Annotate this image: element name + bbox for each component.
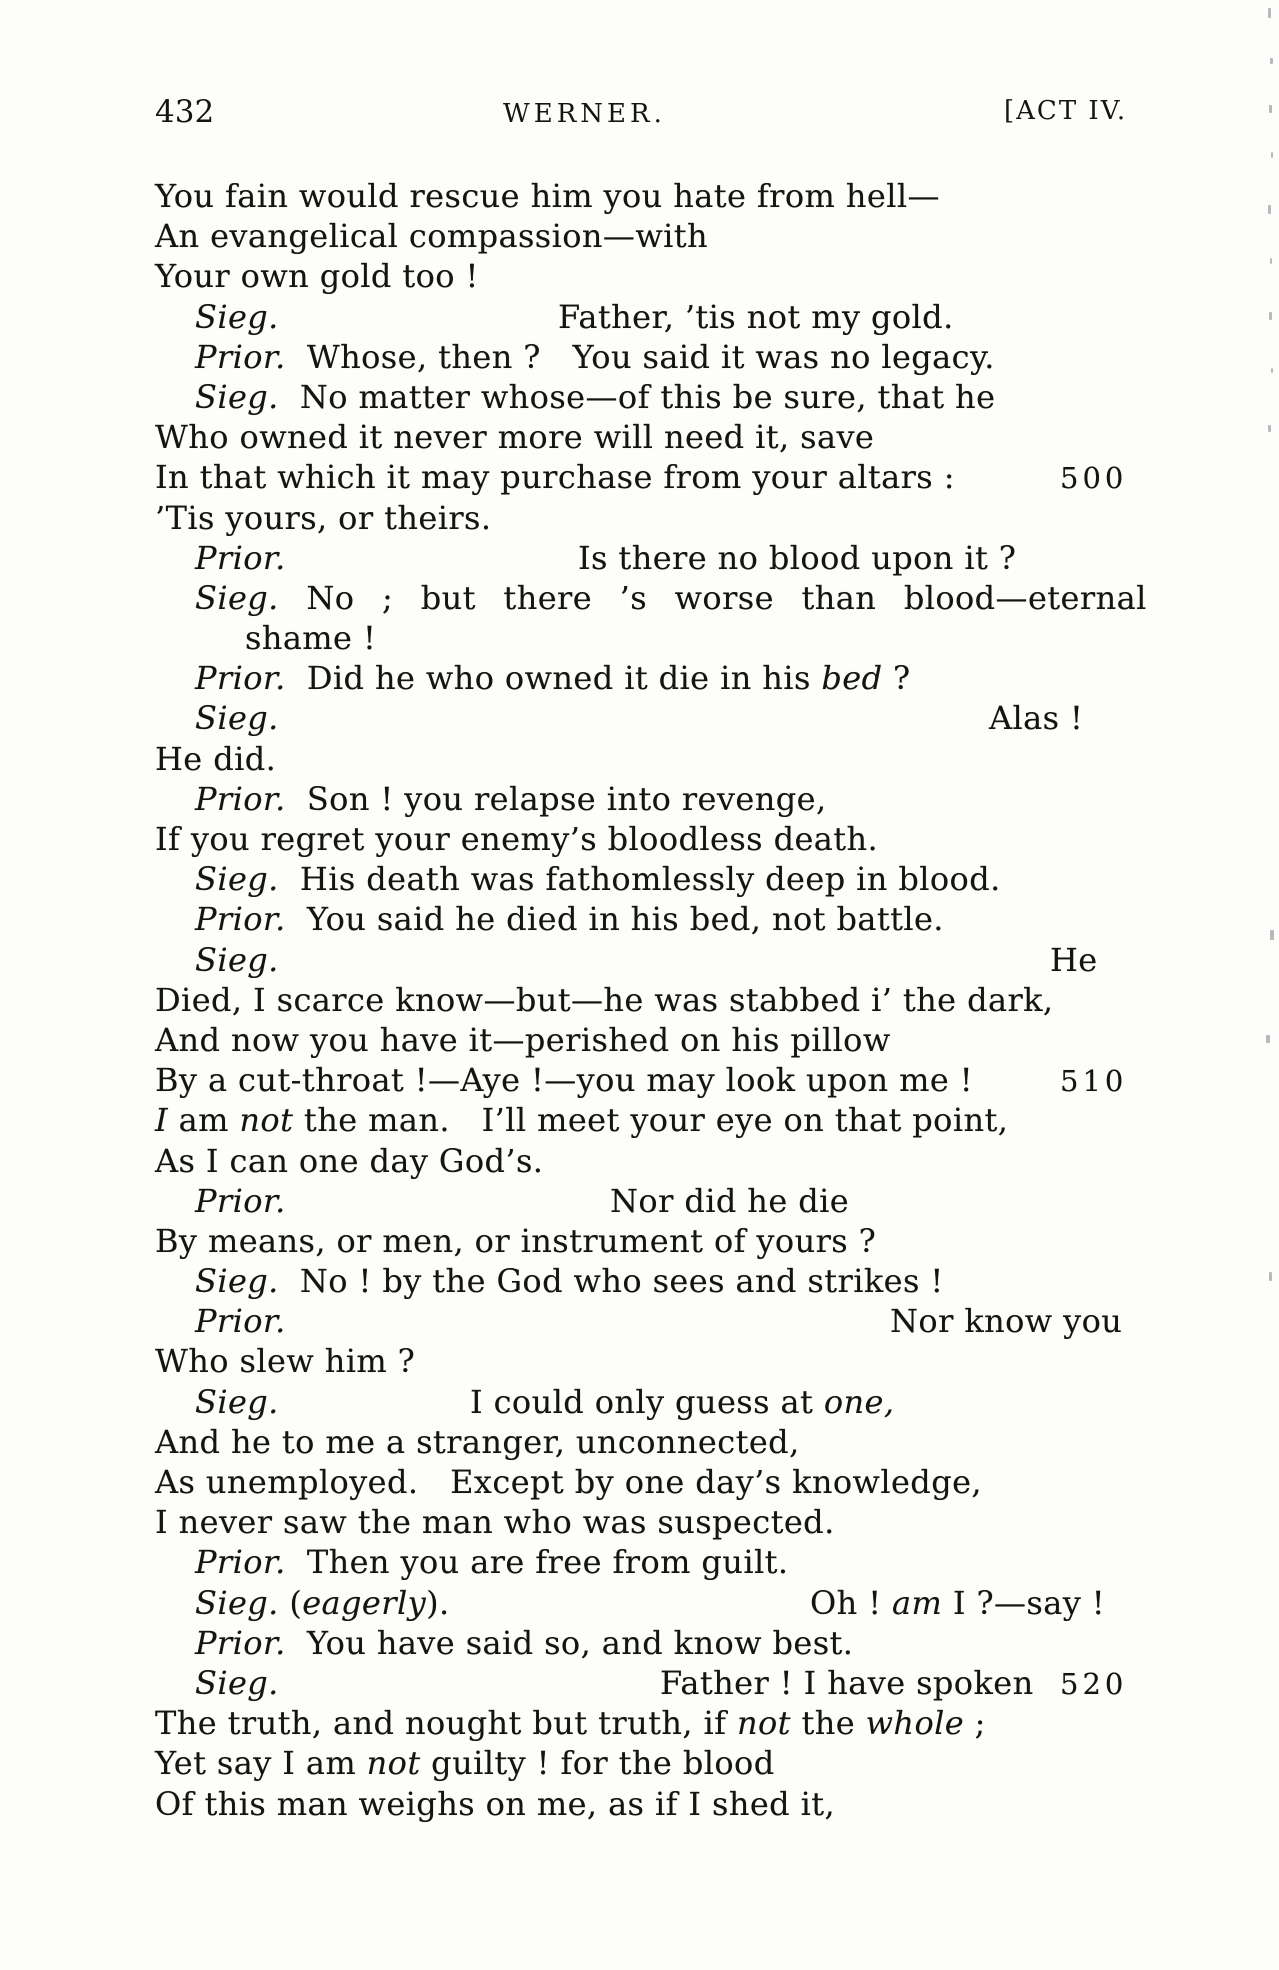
verse-text: Alas ! — [989, 699, 1084, 738]
speaker-name: Sieg. — [195, 377, 279, 416]
verse-text: You have said so, and know best. — [285, 1623, 854, 1662]
verse-text: ; — [964, 1704, 986, 1743]
verse-line — [155, 1502, 1155, 1542]
verse-line — [155, 1663, 1155, 1703]
verse-continuation — [610, 1181, 849, 1221]
speaker-name: Prior. — [195, 337, 286, 376]
speaker-name: Prior. — [195, 779, 286, 818]
verse-continuation — [810, 1583, 1105, 1623]
verse-continuation — [558, 297, 954, 337]
verse-text: Then you are free from guilt. — [285, 1543, 789, 1582]
verse-line — [155, 1462, 1155, 1502]
verse-line — [155, 498, 1155, 538]
text-block — [155, 176, 1155, 1824]
verse-text: Oh ! — [810, 1583, 893, 1622]
speaker-name: Sieg. — [195, 860, 279, 899]
speaker-name: Prior. — [195, 538, 286, 577]
verse-line — [155, 1583, 1155, 1623]
speaker-name: Sieg. — [195, 1583, 279, 1622]
verse-text: And now you have it—perished on his pillow — [155, 1020, 891, 1059]
verse-text: Your own gold too ! — [155, 257, 479, 296]
verse-text: Is there no blood upon it ? — [578, 538, 1017, 577]
speaker-name: Prior. — [195, 900, 286, 939]
verse-text: No ; but there ’s worse than blood—eternal — [278, 578, 1147, 617]
emphasized-text: one, — [823, 1382, 895, 1421]
verse-text: The truth, and nought but truth, if — [155, 1704, 737, 1743]
verse-line — [155, 538, 1155, 578]
verse-line — [155, 176, 1155, 216]
emphasized-text: not — [736, 1704, 791, 1743]
verse-text: I could only guess at — [470, 1382, 824, 1421]
verse-line — [155, 1141, 1155, 1181]
verse-line — [155, 1422, 1155, 1462]
verse-text: shame ! — [245, 619, 377, 658]
verse-line — [155, 980, 1155, 1020]
verse-line — [155, 256, 1155, 296]
running-title: WERNER. — [503, 99, 666, 129]
emphasized-text: I — [155, 1101, 169, 1140]
verse-text: Nor know you — [890, 1302, 1123, 1341]
scan-artifact — [1269, 312, 1272, 320]
verse-line — [155, 1221, 1155, 1261]
speaker-name: Prior. — [195, 659, 286, 698]
verse-line — [155, 1703, 1155, 1743]
scan-artifact — [1268, 8, 1271, 18]
verse-text: In that which it may purchase from your altars : — [155, 458, 955, 497]
verse-text: By a cut-throat !—Aye !—you may look upon me ! — [155, 1061, 974, 1100]
verse-line — [155, 297, 1155, 337]
verse-line-number: 520 — [1060, 1666, 1128, 1701]
verse-continuation — [578, 538, 1016, 578]
verse-text: No ! by the God who sees and strikes ! — [278, 1262, 944, 1301]
verse-line — [155, 859, 1155, 899]
verse-text: I never saw the man who was suspected. — [155, 1503, 835, 1542]
verse-text: guilty ! for the blood — [420, 1744, 775, 1783]
verse-line — [155, 1542, 1155, 1582]
verse-text: And he to me a stranger, unconnected, — [155, 1422, 800, 1461]
verse-line — [155, 899, 1155, 939]
verse-text: ’Tis yours, or theirs. — [155, 498, 492, 537]
verse-text: You fain would rescue him you hate from hell— — [155, 177, 940, 215]
speaker-name: Prior. — [195, 1543, 286, 1582]
verse-text: As unemployed. Except by one day’s knowledge, — [155, 1463, 982, 1501]
verse-line — [155, 1100, 1155, 1140]
verse-continuation — [660, 1663, 1034, 1703]
page-number: 432 — [155, 94, 215, 130]
verse-text: the — [790, 1704, 866, 1743]
verse-text: Who owned it never more will need it, save — [155, 418, 875, 457]
scan-artifact — [1271, 152, 1273, 158]
verse-text: Whose, then ? You said it was no legacy. — [285, 337, 995, 376]
verse-line — [155, 618, 1155, 658]
verse-line — [155, 658, 1155, 698]
speaker-name: Sieg. — [195, 1382, 279, 1421]
act-label: [ACT IV. — [1004, 96, 1128, 126]
speaker-name: Sieg. — [195, 940, 279, 979]
verse-text: By means, or men, or instrument of yours ? — [155, 1221, 877, 1260]
verse-text: An evangelical compassion—with — [155, 217, 709, 256]
verse-line — [155, 457, 1155, 497]
verse-text: Nor did he die — [610, 1181, 850, 1220]
verse-text: ( — [278, 1583, 303, 1622]
verse-line-number: 510 — [1060, 1064, 1128, 1099]
verse-text: ? — [882, 659, 911, 698]
verse-line — [155, 1261, 1155, 1301]
verse-line — [155, 1743, 1155, 1783]
verse-line — [155, 1382, 1155, 1422]
scan-artifact — [1269, 105, 1272, 113]
scan-artifact — [1268, 205, 1271, 214]
verse-text: He did. — [155, 739, 277, 778]
verse-line — [155, 216, 1155, 256]
stage-direction: eagerly — [302, 1583, 427, 1622]
verse-continuation — [1050, 940, 1098, 980]
speaker-name: Sieg. — [195, 699, 279, 738]
verse-line — [155, 1301, 1155, 1341]
verse-line — [155, 1020, 1155, 1060]
verse-line — [155, 337, 1155, 377]
verse-text: Father, ’tis not my gold. — [558, 297, 954, 336]
verse-line — [155, 940, 1155, 980]
speaker-name: Sieg. — [195, 578, 279, 617]
scan-artifact — [1270, 258, 1272, 264]
verse-text: He — [1050, 940, 1098, 979]
verse-continuation — [989, 698, 1083, 738]
emphasized-text: bed — [821, 659, 883, 698]
speaker-name: Prior. — [195, 1302, 286, 1341]
scan-artifact — [1268, 425, 1271, 432]
scan-artifact — [1266, 1035, 1270, 1043]
verse-text: No matter whose—of this be sure, that he — [278, 377, 996, 416]
verse-line — [155, 739, 1155, 779]
verse-text: Yet say I am — [155, 1744, 367, 1783]
scan-artifact — [1270, 58, 1273, 64]
verse-text: His death was fathomlessly deep in blood. — [278, 860, 1001, 899]
verse-continuation — [890, 1301, 1122, 1341]
verse-text: You said he died in his bed, not battle. — [285, 900, 944, 939]
scan-artifact — [1270, 930, 1274, 940]
verse-line — [155, 819, 1155, 859]
verse-text: If you regret your enemy’s bloodless death. — [155, 820, 879, 858]
emphasized-text: whole — [865, 1704, 965, 1743]
speaker-name: Prior. — [195, 1623, 286, 1662]
verse-text: I ?—say ! — [942, 1583, 1106, 1622]
verse-line — [155, 578, 1155, 618]
verse-text: am — [168, 1101, 240, 1140]
speaker-name: Prior. — [195, 1181, 286, 1220]
verse-continuation — [470, 1382, 894, 1422]
verse-line — [155, 1623, 1155, 1663]
verse-line-number: 500 — [1060, 461, 1128, 496]
emphasized-text: not — [366, 1744, 421, 1783]
verse-text: Who slew him ? — [155, 1342, 416, 1381]
verse-line — [155, 1784, 1155, 1824]
verse-line — [155, 698, 1155, 738]
verse-text: Did he who owned it die in his — [285, 659, 822, 698]
verse-line — [155, 1341, 1155, 1381]
scan-artifact — [1271, 368, 1273, 373]
verse-text: Father ! I have spoken — [660, 1663, 1034, 1702]
verse-text: As I can one day God’s. — [155, 1141, 544, 1180]
verse-text: ). — [426, 1583, 450, 1622]
verse-text: Son ! you relapse into revenge, — [285, 779, 827, 818]
emphasized-text: am — [892, 1583, 943, 1622]
speaker-name: Sieg. — [195, 297, 279, 336]
verse-text: Died, I scarce know—but—he was stabbed i’ the dark, — [155, 980, 1054, 1019]
verse-line — [155, 417, 1155, 457]
speaker-name: Sieg. — [195, 1262, 279, 1301]
verse-text: Of this man weighs on me, as if I shed it, — [155, 1784, 836, 1823]
verse-line — [155, 779, 1155, 819]
verse-line — [155, 1060, 1155, 1100]
verse-text: the man. I’ll meet your eye on that point, — [293, 1101, 1009, 1140]
verse-line — [155, 1181, 1155, 1221]
emphasized-text: not — [239, 1101, 294, 1140]
speaker-name: Sieg. — [195, 1663, 279, 1702]
verse-line — [155, 377, 1155, 417]
scan-artifact — [1269, 1272, 1272, 1281]
